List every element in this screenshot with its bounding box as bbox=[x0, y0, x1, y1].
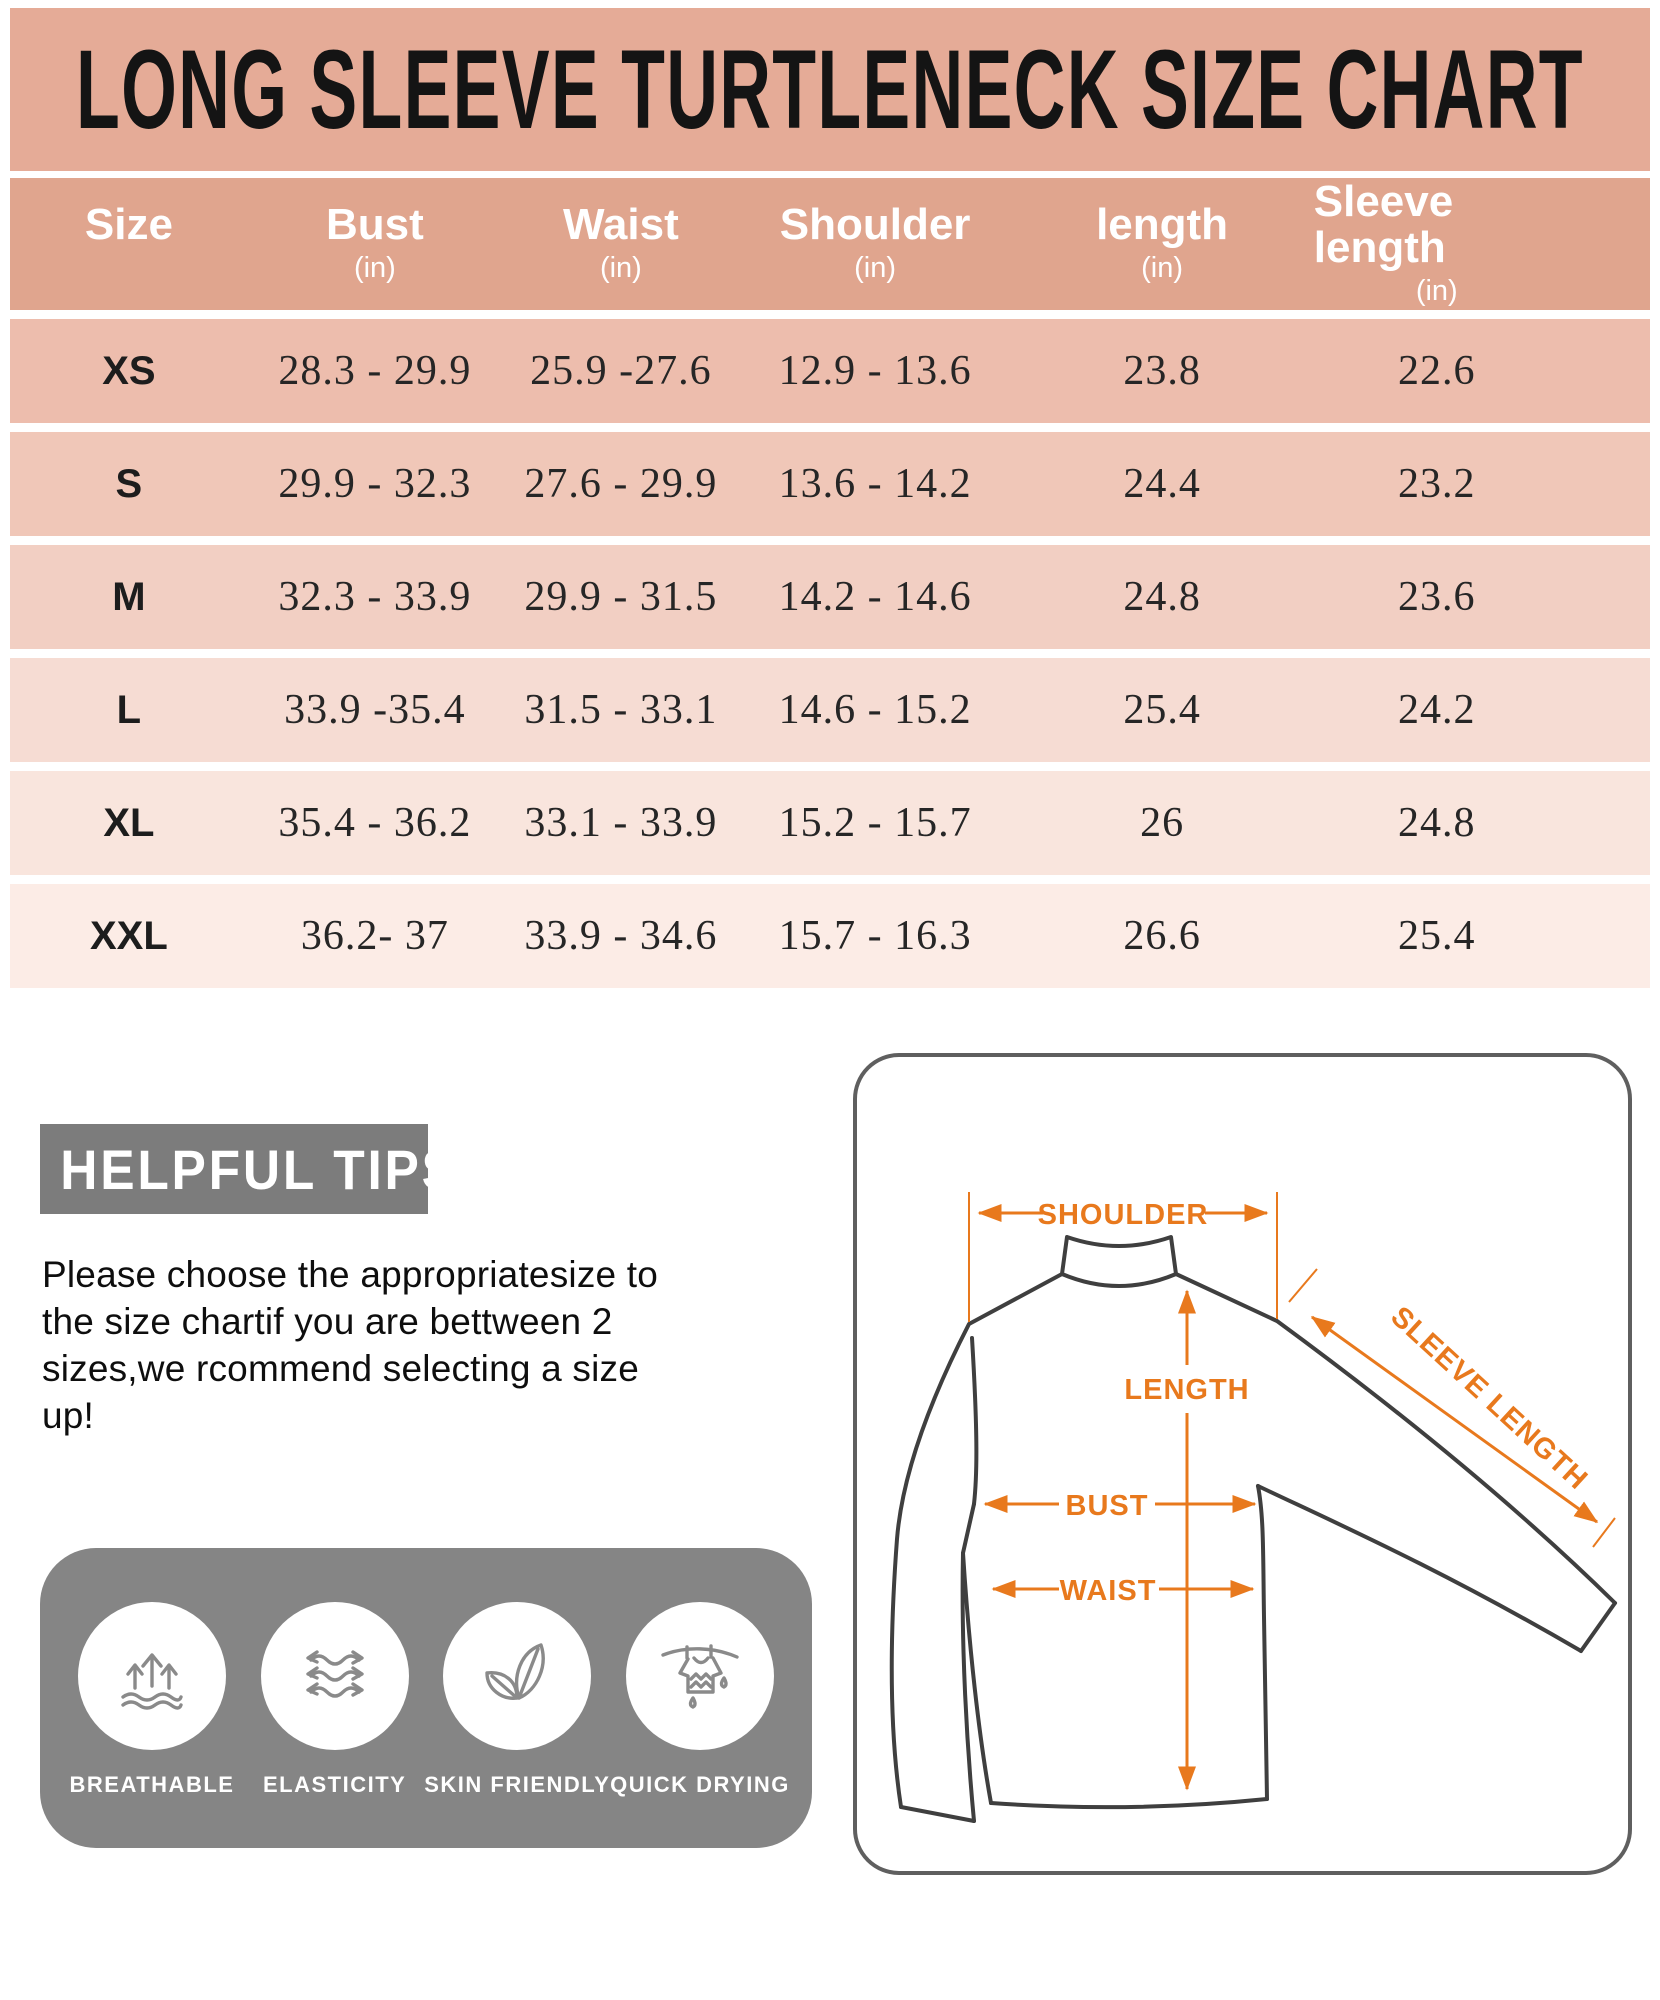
length-label: LENGTH bbox=[1124, 1374, 1250, 1406]
table-row-xl: XL 35.4 - 36.2 33.1 - 33.9 15.2 - 15.7 26 24.8 bbox=[10, 771, 1650, 875]
feature-label: BREATHABLE bbox=[69, 1772, 235, 1797]
table-row-s: S 29.9 - 32.3 27.6 - 29.9 13.6 - 14.2 24.4 23.2 bbox=[10, 432, 1650, 536]
measurement-diagram bbox=[853, 1053, 1632, 1875]
sleeve-length-annotation bbox=[1289, 1269, 1615, 1547]
shoulder-annotation bbox=[969, 1192, 1277, 1322]
title-band bbox=[10, 8, 1650, 171]
feature-breathable bbox=[64, 1602, 240, 1848]
feature-label: ELASTICITY bbox=[262, 1772, 407, 1797]
table-row-xs: XS 28.3 - 29.9 25.9 -27.6 12.9 - 13.6 23.8 22.6 bbox=[10, 319, 1650, 423]
bust-annotation bbox=[985, 1490, 1255, 1522]
turtleneck-outline bbox=[892, 1237, 1615, 1821]
size-table bbox=[10, 178, 1650, 997]
feature-skin-friendly bbox=[424, 1602, 611, 1848]
feature-circle bbox=[626, 1602, 774, 1750]
waist-label: WAIST bbox=[1059, 1575, 1157, 1607]
feature-circle bbox=[78, 1602, 226, 1750]
turtleneck-diagram-svg bbox=[857, 1057, 1628, 1871]
column-header-sleeve-length: Sleeve length (in) bbox=[1313, 176, 1458, 308]
feature-label: QUICK DRYING bbox=[610, 1772, 790, 1797]
waist-annotation bbox=[993, 1575, 1253, 1607]
column-header-shoulder: Shoulder (in) bbox=[779, 199, 971, 285]
column-header-waist: Waist (in) bbox=[563, 199, 679, 285]
feature-quick-drying bbox=[612, 1602, 788, 1848]
breathable-icon bbox=[110, 1634, 194, 1718]
bust-label: BUST bbox=[1065, 1490, 1149, 1522]
sleeve-length-label: SLEEVE LENGTH bbox=[1384, 1300, 1594, 1497]
table-row-xxl: XXL 36.2- 37 33.9 - 34.6 15.7 - 16.3 26.6 25.4 bbox=[10, 884, 1650, 988]
helpful-tips-heading bbox=[40, 1124, 459, 1214]
elasticity-icon bbox=[293, 1634, 377, 1718]
helpful-tips-body: Please choose the appropriatesize to the size chartif you are bettween 2 sizes,we rcommend selecting a size up! bbox=[42, 1254, 659, 1436]
table-row-m: M 32.3 - 33.9 29.9 - 31.5 14.2 - 14.6 24.8 23.6 bbox=[10, 545, 1650, 649]
table-row-l: L 33.9 -35.4 31.5 - 33.1 14.6 - 15.2 25.4 24.2 bbox=[10, 658, 1650, 762]
length-annotation bbox=[1124, 1291, 1249, 1789]
shoulder-label: SHOULDER bbox=[1037, 1199, 1209, 1231]
helpful-tips-title: HELPFUL TIPS bbox=[60, 1137, 459, 1201]
page-title: LONG SLEEVE TURTLENECK SIZE CHART bbox=[76, 27, 1584, 152]
column-header-size: Size bbox=[84, 199, 173, 249]
feature-circle bbox=[443, 1602, 591, 1750]
feature-elasticity bbox=[247, 1602, 423, 1848]
column-header-bust: Bust (in) bbox=[326, 199, 424, 285]
table-header-row bbox=[10, 178, 1650, 310]
quick-drying-icon bbox=[658, 1634, 742, 1718]
column-header-length: length (in) bbox=[1096, 199, 1229, 285]
features-box bbox=[40, 1548, 812, 1848]
feature-circle bbox=[261, 1602, 409, 1750]
feature-label: SKIN FRIENDLY bbox=[424, 1772, 611, 1797]
skin-friendly-icon bbox=[475, 1634, 559, 1718]
